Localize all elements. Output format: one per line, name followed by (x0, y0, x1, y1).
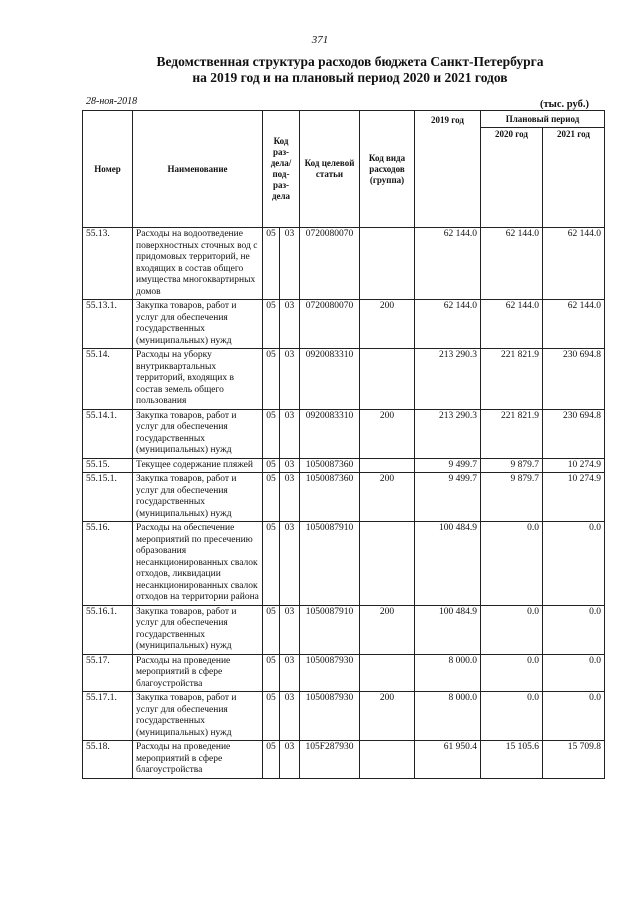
row-value-2021: 62 144.0 (543, 300, 605, 349)
row-type-code (360, 349, 415, 410)
row-subsection: 03 (280, 605, 300, 654)
row-target-code: 1050087910 (300, 522, 360, 606)
row-value-2019: 61 950.4 (415, 741, 481, 779)
row-number: 55.14. (83, 349, 133, 410)
table-row (83, 692, 605, 741)
document-date: 28-ноя-2018 (86, 96, 138, 107)
row-name: Текущее содержание пляжей (133, 458, 263, 473)
row-name: Расходы на проведение мероприятий в сфере благоустройства (133, 654, 263, 692)
row-value-2019: 213 290.3 (415, 349, 481, 410)
row-number: 55.16. (83, 522, 133, 606)
row-value-2019: 62 144.0 (415, 300, 481, 349)
row-subsection: 03 (280, 409, 300, 458)
row-value-2019: 100 484.9 (415, 522, 481, 606)
row-type-code (360, 654, 415, 692)
row-value-2020: 9 879.7 (481, 458, 543, 473)
table-row (83, 409, 605, 458)
row-target-code: 1050087910 (300, 605, 360, 654)
title-line-2: на 2019 год и на плановый период 2020 и 2021 годов (192, 70, 508, 85)
row-number: 55.13.1. (83, 300, 133, 349)
row-value-2019: 9 499.7 (415, 458, 481, 473)
row-number: 55.13. (83, 228, 133, 300)
row-value-2020: 0.0 (481, 654, 543, 692)
row-number: 55.14.1. (83, 409, 133, 458)
row-number: 55.18. (83, 741, 133, 779)
row-name: Расходы на уборку внутриквартальных территорий, входящих в состав земель общего пользования (133, 349, 263, 410)
row-name: Закупка товаров, работ и услуг для обеспечения государственных (муниципальных) нужд (133, 300, 263, 349)
table-row (83, 458, 605, 473)
row-value-2021: 62 144.0 (543, 228, 605, 300)
row-section: 05 (263, 692, 280, 741)
row-name: Закупка товаров, работ и услуг для обеспечения государственных (муниципальных) нужд (133, 409, 263, 458)
table-row (83, 741, 605, 779)
row-target-code: 105F287930 (300, 741, 360, 779)
row-target-code: 0920083310 (300, 409, 360, 458)
table-row (83, 228, 605, 300)
row-number: 55.15.1. (83, 473, 133, 522)
row-target-code: 0720080070 (300, 228, 360, 300)
table-row (83, 473, 605, 522)
row-subsection: 03 (280, 473, 300, 522)
row-section: 05 (263, 605, 280, 654)
header-type: Код вида расходов (группа) (360, 111, 415, 228)
row-target-code: 0920083310 (300, 349, 360, 410)
row-section: 05 (263, 349, 280, 410)
row-subsection: 03 (280, 741, 300, 779)
row-type-code: 200 (360, 409, 415, 458)
header-2021: 2021 год (543, 128, 605, 228)
row-number: 55.17. (83, 654, 133, 692)
row-subsection: 03 (280, 458, 300, 473)
row-value-2021: 230 694.8 (543, 349, 605, 410)
units-label: (тыс. руб.) (540, 99, 589, 110)
row-section: 05 (263, 409, 280, 458)
title-line-1: Ведомственная структура расходов бюджета Санкт-Петербурга (156, 54, 544, 69)
header-2019: 2019 год (415, 111, 481, 228)
row-value-2019: 9 499.7 (415, 473, 481, 522)
row-subsection: 03 (280, 228, 300, 300)
row-target-code: 0720080070 (300, 300, 360, 349)
row-value-2021: 230 694.8 (543, 409, 605, 458)
row-value-2020: 221 821.9 (481, 349, 543, 410)
row-value-2021: 0.0 (543, 692, 605, 741)
row-value-2021: 10 274.9 (543, 473, 605, 522)
table-row (83, 654, 605, 692)
row-value-2019: 100 484.9 (415, 605, 481, 654)
row-subsection: 03 (280, 692, 300, 741)
row-number: 55.15. (83, 458, 133, 473)
header-number: Номер (83, 111, 133, 228)
row-type-code (360, 228, 415, 300)
row-value-2019: 8 000.0 (415, 654, 481, 692)
table-row (83, 349, 605, 410)
row-value-2021: 0.0 (543, 522, 605, 606)
row-value-2020: 62 144.0 (481, 228, 543, 300)
row-type-code: 200 (360, 473, 415, 522)
row-type-code: 200 (360, 692, 415, 741)
row-section: 05 (263, 741, 280, 779)
header-section: Код раз-дела/ под-раз-дела (263, 111, 300, 228)
row-value-2020: 62 144.0 (481, 300, 543, 349)
row-section: 05 (263, 300, 280, 349)
row-number: 55.17.1. (83, 692, 133, 741)
page-number: 371 (311, 34, 329, 46)
table-row (83, 605, 605, 654)
header-target: Код целевой статьи (300, 111, 360, 228)
row-type-code (360, 458, 415, 473)
row-type-code (360, 741, 415, 779)
row-value-2020: 221 821.9 (481, 409, 543, 458)
row-subsection: 03 (280, 300, 300, 349)
row-type-code (360, 522, 415, 606)
row-value-2021: 15 709.8 (543, 741, 605, 779)
row-value-2020: 0.0 (481, 605, 543, 654)
row-section: 05 (263, 522, 280, 606)
row-section: 05 (263, 654, 280, 692)
row-section: 05 (263, 228, 280, 300)
row-value-2020: 0.0 (481, 692, 543, 741)
row-name: Закупка товаров, работ и услуг для обеспечения государственных (муниципальных) нужд (133, 692, 263, 741)
row-number: 55.16.1. (83, 605, 133, 654)
row-name: Расходы на обеспечение мероприятий по пресечению образования несанкционированных свалок отходов, ликвидации несанкционированных свалок отходов на территории района (133, 522, 263, 606)
row-section: 05 (263, 473, 280, 522)
row-subsection: 03 (280, 349, 300, 410)
row-value-2020: 0.0 (481, 522, 543, 606)
row-value-2020: 15 105.6 (481, 741, 543, 779)
header-planned-period: Плановый период (481, 111, 605, 128)
row-target-code: 1050087360 (300, 473, 360, 522)
row-name: Закупка товаров, работ и услуг для обеспечения государственных (муниципальных) нужд (133, 605, 263, 654)
document-title (90, 54, 610, 86)
row-name: Закупка товаров, работ и услуг для обеспечения государственных (муниципальных) нужд (133, 473, 263, 522)
table-row (83, 300, 605, 349)
row-value-2020: 9 879.7 (481, 473, 543, 522)
row-name: Расходы на проведение мероприятий в сфере благоустройства (133, 741, 263, 779)
row-value-2021: 0.0 (543, 605, 605, 654)
header-name: Наименование (133, 111, 263, 228)
row-value-2019: 8 000.0 (415, 692, 481, 741)
row-value-2019: 213 290.3 (415, 409, 481, 458)
row-target-code: 1050087930 (300, 692, 360, 741)
row-target-code: 1050087930 (300, 654, 360, 692)
row-section: 05 (263, 458, 280, 473)
row-type-code: 200 (360, 300, 415, 349)
expenditure-table (82, 110, 605, 779)
row-subsection: 03 (280, 654, 300, 692)
row-name: Расходы на водоотведение поверхностных сточных вод с придомовых территорий, не входящих в состав общего имущества многоквартирных домов (133, 228, 263, 300)
row-value-2021: 10 274.9 (543, 458, 605, 473)
row-target-code: 1050087360 (300, 458, 360, 473)
row-value-2021: 0.0 (543, 654, 605, 692)
header-2020: 2020 год (481, 128, 543, 228)
row-type-code: 200 (360, 605, 415, 654)
row-value-2019: 62 144.0 (415, 228, 481, 300)
table-row (83, 522, 605, 606)
row-subsection: 03 (280, 522, 300, 606)
